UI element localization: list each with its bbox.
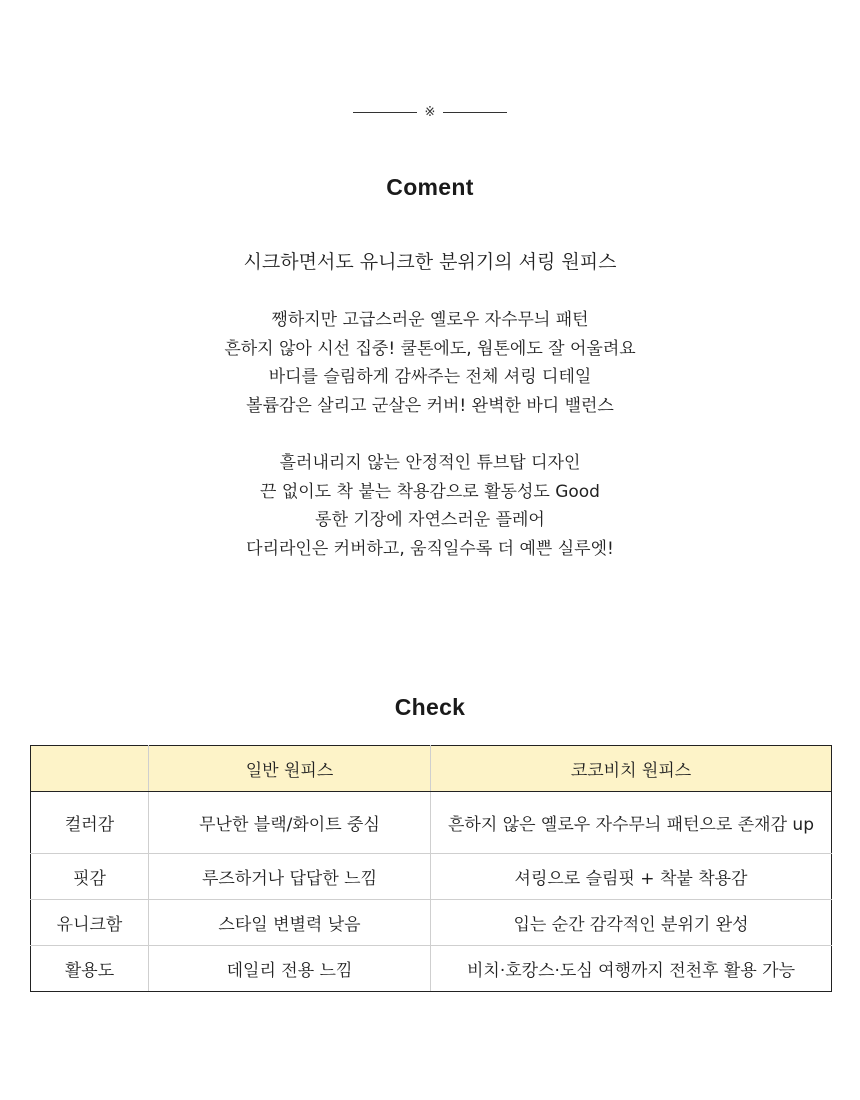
header-cell-regular-dress: 일반 원피스	[149, 746, 431, 792]
coment-subtitle: 시크하면서도 유니크한 분위기의 셔링 원피스	[243, 251, 617, 273]
cocobeach-cell: 비치·호캉스·도심 여행까지 전천후 활용 가능	[431, 946, 832, 992]
row-label: 핏감	[31, 854, 149, 900]
cocobeach-cell: 흔하지 않은 옐로우 자수무늬 패턴으로 존재감 up	[431, 792, 832, 854]
divider-line-right	[443, 112, 507, 113]
check-heading: Check	[394, 694, 466, 720]
coment-line: 흔하지 않아 시선 집중! 쿨톤에도, 웜톤에도 잘 어울려요	[224, 338, 636, 359]
cocobeach-cell: 입는 순간 감각적인 분위기 완성	[431, 900, 832, 946]
section-divider	[353, 103, 507, 123]
row-label: 컬러감	[31, 792, 149, 854]
table-row	[31, 854, 832, 900]
coment-paragraph-1	[0, 306, 860, 420]
ornament-icon: ※	[424, 105, 436, 120]
row-label: 활용도	[31, 946, 149, 992]
regular-cell: 루즈하거나 답답한 느낌	[149, 854, 431, 900]
coment-line: 다리라인은 커버하고, 움직일수록 더 예쁜 실루엣!	[246, 538, 614, 559]
regular-cell: 무난한 블랙/화이트 중심	[149, 792, 431, 854]
coment-paragraph-2	[0, 449, 860, 563]
coment-line: 쨍하지만 고급스러운 옐로우 자수무늬 패턴	[271, 310, 589, 330]
comparison-table	[30, 745, 832, 992]
coment-line: 볼륨감은 살리고 군살은 커버! 완벽한 바디 밸런스	[246, 395, 614, 416]
cocobeach-cell: 셔링으로 슬림핏 + 착붙 착용감	[431, 854, 832, 900]
table-row	[31, 900, 832, 946]
header-cell-empty	[31, 746, 149, 792]
table-header-row	[31, 746, 832, 792]
coment-line: 끈 없이도 착 붙는 착용감으로 활동성도 Good	[260, 481, 600, 502]
header-cell-cocobeach-dress: 코코비치 원피스	[431, 746, 832, 792]
regular-cell: 스타일 변별력 낮음	[149, 900, 431, 946]
coment-heading: Coment	[386, 174, 474, 200]
coment-line: 바디를 슬림하게 감싸주는 전체 셔링 디테일	[268, 367, 592, 387]
regular-cell: 데일리 전용 느낌	[149, 946, 431, 992]
table-row	[31, 946, 832, 992]
row-label: 유니크함	[31, 900, 149, 946]
table-row	[31, 792, 832, 854]
coment-line: 흘러내리지 않는 안정적인 튜브탑 디자인	[279, 453, 581, 473]
divider-line-left	[353, 112, 417, 113]
coment-line: 롱한 기장에 자연스러운 플레어	[315, 510, 545, 530]
